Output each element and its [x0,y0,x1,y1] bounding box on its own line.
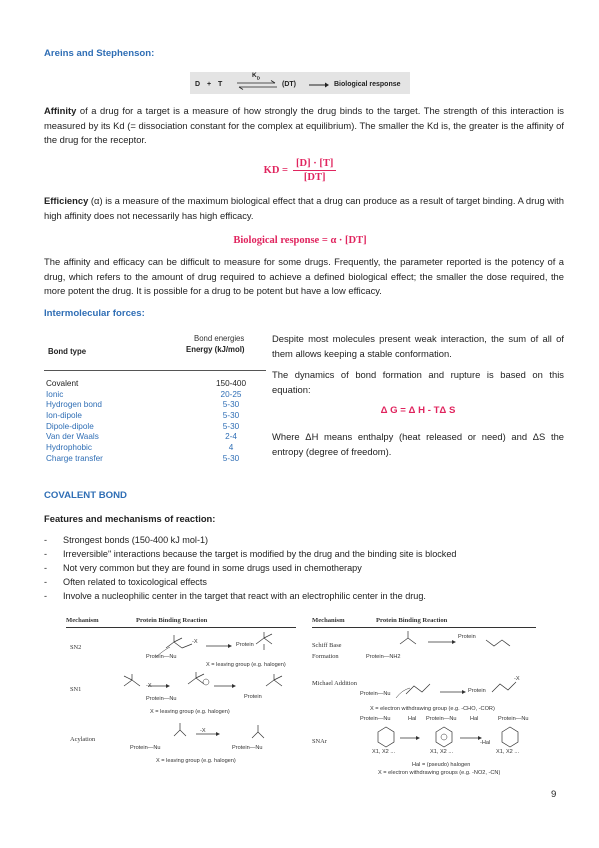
michael-protein: Protein [468,688,486,694]
intermolecular-text-1: Despite most molecules present weak interaction, the sum of all of them allows keeping a stable conformation. [272,333,564,359]
scheme-dt: (DT) [282,81,296,88]
acyl-x: -X [200,728,206,734]
kd-formula-lhs: KD = [263,165,289,176]
schiff-protein: Protein [458,634,476,640]
table-header-energy-1: Bond energies [194,334,245,343]
snar-protein-nu-2: Protein—Nu [426,716,457,722]
mech-schiff-label: Schiff Base Formation [312,642,342,660]
sn2-x: -X [192,639,198,645]
bond-type-cell: Hydrogen bond [46,400,102,410]
schiff-protein-nh2: Protein—NH2 [366,654,401,660]
table-row [46,378,254,389]
sn1-protein-nu: Protein—Nu [146,696,177,702]
snar-caption-2: X = electron withdrawing groups (e.g. -NO2, -CN) [378,770,501,776]
michael-protein-nu: Protein—Nu [360,691,391,697]
bond-table-body [46,378,254,464]
acyl-protein: Protein—Nu [232,745,263,751]
mech-sn1-label: SN1 [70,686,82,693]
snar-protein-nu-3: Protein—Nu [498,716,529,722]
section-title-areins: Areins and Stephenson: [44,48,155,59]
bond-type-cell: Ionic [46,389,64,399]
table-row [46,389,254,400]
section-title-covalent: COVALENT BOND [44,490,127,501]
table-row [46,399,254,410]
table-row [46,453,254,464]
bond-energy-cell: 20-25 [220,389,242,399]
acyl-protein-nu: Protein—Nu [130,745,161,751]
right-header-mechanism: Mechanism [312,617,345,624]
sn1-protein: Protein [244,694,262,700]
bond-energy-cell: 150-400 [215,378,247,388]
bond-energy-cell: 4 [228,442,234,452]
left-header-mechanism: Mechanism [66,617,99,624]
affinity-term: Affinity [44,105,77,116]
bond-type-cell: Van der Waals [46,432,99,442]
snar-scheme-icon [356,718,536,762]
efficiency-term: Efficiency [44,195,89,206]
acylation-scheme-icon [166,720,296,750]
michael-caption: X = electron withdrawing group (e.g. -CHO, -COR) [370,706,495,712]
intermolecular-text-3: Where ΔH means enthalpy (heat released or need) and ΔS the entropy (degree of freedom). [272,431,564,457]
table-row [46,442,254,453]
sn1-scheme-icon [106,672,296,712]
list-item: - Not very common but they are found in some drugs used in chemotherapy [44,562,564,576]
bond-energy-cell: 5-30 [222,421,240,431]
left-header-reaction: Protein Binding Reaction [136,617,208,624]
snar-x-sub-1: X1, X2 ... [372,749,396,755]
sn1-caption: X = leaving group (e.g. halogen) [150,709,230,715]
intermolecular-text-2: The dynamics of bond formation and rupture is based on this equation: [272,369,564,395]
kd-fraction [293,158,336,183]
affinity-text: of a drug for a target is a measure of how strongly the drug binds to the target. The strength of this interaction is measured by its Kd (= dissociation constant for the complex at equilibrium). The smaller the Kd is, the greater is the affinity of the drug for the receptor. [44,105,564,146]
mechanism-figure [66,614,536,784]
bond-type-cell: Hydrophobic [46,442,92,452]
bond-type-cell: Covalent [46,378,79,388]
list-item: - Often related to toxicological effects [44,576,564,590]
binding-scheme [190,72,410,94]
bond-energy-cell: 2-4 [225,432,237,442]
kd-numerator: [D] · [T] [293,158,336,171]
bond-type-cell: Dipole-dipole [46,421,94,431]
page-number: 9 [551,789,557,800]
mech-snar-label: SNAr [312,738,327,745]
right-arrow-icon [308,82,330,88]
scheme-response: Biological response [334,81,401,88]
scheme-plus: + [207,81,212,88]
bond-energy-cell: 5-30 [222,453,240,463]
scheme-t: T [218,81,223,88]
snar-caption: Hal = (pseudo) halogen [412,762,471,768]
table-row [46,410,254,421]
michael-x: -X [514,676,520,682]
acyl-caption: X = leaving group (e.g. halogen) [156,758,236,764]
list-item: - Involve a nucleophilic center in the target that react with an electrophilic center in the drug. [44,590,564,604]
list-item: - Irreversible" interactions because the target is modified by the drug and the binding site is blocked [44,548,564,562]
table-divider [44,370,266,371]
section-title-intermolecular: Intermolecular forces: [44,308,145,319]
affinity-paragraph [44,104,564,148]
snar-protein-nu-1: Protein—Nu [360,716,391,722]
gibbs-equation: Δ G = Δ H - TΔ S [380,405,456,416]
snar-hal-1: Hal [408,716,417,722]
snar-x-sub-3: X1, X2 ... [496,749,520,755]
snar-minus-hal: -Hal [480,740,491,746]
efficiency-paragraph [44,194,564,223]
right-header-reaction: Protein Binding Reaction [376,617,448,624]
scheme-d: D [195,81,201,88]
table-row [46,431,254,442]
michael-scheme-icon [356,668,536,710]
left-header-rule [66,627,296,628]
table-row [46,421,254,432]
bond-type-cell: Ion-dipole [46,410,82,420]
bond-energy-cell: 5-30 [222,400,240,410]
snar-hal-2: Hal [470,716,479,722]
list-item: - Strongest bonds (150-400 kJ mol-1) [44,534,564,548]
snar-x-sub-2: X1, X2 ... [430,749,454,755]
sn2-protein: Protein [236,642,254,648]
mech-michael-label: Michael Addition [312,680,357,687]
efficiency-text: is a measure of the maximum biological effect that a drug can produce as a result of target binding. A drug with high affinity does not necessarily has high efficacy. [44,195,564,221]
table-header-bond: Bond type [48,347,87,356]
equilibrium-arrow-icon [235,80,279,90]
mech-sn2-label: SN2 [70,644,82,651]
bond-type-cell: Charge transfer [46,453,103,463]
kd-denominator: [DT] [303,172,326,183]
covalent-features-list [44,534,564,604]
table-header-energy-2: Energy (kJ/mol) [186,345,245,354]
covalent-subtitle: Features and mechanisms of reaction: [44,513,216,524]
scheme-kd: $K_D$ [252,72,260,81]
sn1-x: -X [146,683,152,689]
bio-response-formula: Biological response = α · [DT] [233,235,367,246]
sn2-protein-nu: Protein—Nu [146,654,177,660]
potency-paragraph: The affinity and efficacy can be difficult to measure for some drugs. Frequently, the parameter reported is the potency of a drug, which refers to the amount of drug required to achieve a defined biological effect; the smaller the dose required, the more potent the drug. It is possible for a drug to be potent but have a low efficacy. [44,256,564,297]
kd-formula [220,158,380,183]
efficiency-symbol: (α) [90,195,103,206]
mech-acylation-label: Acylation [70,736,96,743]
bond-energy-cell: 5-30 [222,410,240,420]
sn2-caption: X = leaving group (e.g. halogen) [206,662,286,668]
